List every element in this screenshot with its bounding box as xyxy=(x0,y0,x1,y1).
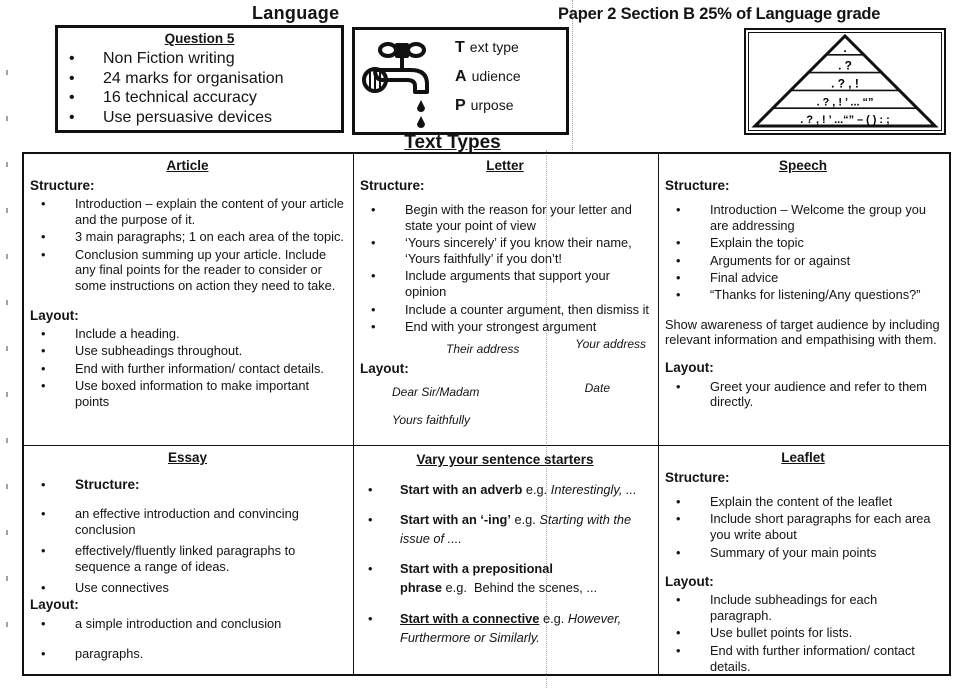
bullet-text: • Greet your audience and refer to them directly. xyxy=(710,378,927,410)
tap-line xyxy=(455,97,521,126)
question5-bullet xyxy=(58,89,341,107)
question5-bullet xyxy=(58,109,341,127)
article-structure-bullet xyxy=(30,196,345,228)
scan-edge-marks xyxy=(6,70,8,630)
leaflet-structure-bullet xyxy=(665,511,941,543)
pyramid-level: . ? xyxy=(838,58,852,73)
starter-example: Behind the scenes, ... xyxy=(474,580,598,596)
leaflet-layout-bullet xyxy=(665,592,941,624)
speech-layout-bullet xyxy=(665,379,941,411)
letter-cell xyxy=(354,154,659,446)
starter-example: Starting with the issue of .... xyxy=(400,511,632,547)
starter-lead: Start with an ‘-ing’ xyxy=(400,511,511,527)
speech-title: Speech xyxy=(778,158,828,173)
starter-item xyxy=(360,559,650,597)
bullet-text: • Include a heading. xyxy=(75,325,180,341)
tap-letter: T xyxy=(455,39,465,56)
scan-crease-line xyxy=(572,0,573,150)
their-address-note: Their address xyxy=(446,341,520,356)
layout-label: Layout: xyxy=(665,360,714,376)
article-structure-bullet xyxy=(30,247,345,295)
essay-structure-bullet xyxy=(30,580,345,596)
eg-label: e.g. xyxy=(525,481,548,497)
starter-item xyxy=(360,510,650,548)
article-layout-bullet xyxy=(30,361,345,377)
tap-letter: P xyxy=(455,97,466,114)
language-heading: Language xyxy=(252,3,340,23)
article-structure-bullet xyxy=(30,229,345,245)
essay-layout-bullet xyxy=(30,616,345,632)
bullet-text: • Introduction – explain the content of your article and the purpose of it. xyxy=(75,195,344,227)
starter-lead: Start with an adverb xyxy=(400,481,523,497)
bullet-text: • Include subheadings for each paragraph. xyxy=(710,592,878,623)
structure-label: Structure: xyxy=(665,177,730,193)
letter-title: Letter xyxy=(486,158,524,173)
sentence-starters-title: Vary your sentence starters xyxy=(416,452,594,467)
bullet-text: • Use subheadings throughout. xyxy=(75,343,243,359)
question5-bullet xyxy=(58,50,341,68)
leaflet-layout-bullet xyxy=(665,643,941,675)
speech-structure-bullet xyxy=(665,287,941,303)
speech-structure-bullet xyxy=(665,253,941,269)
pyramid-level: . ? , ! ’ ...“” – ( ) : ; xyxy=(800,114,890,127)
article-cell xyxy=(24,154,354,446)
scan-crease-line xyxy=(546,150,547,688)
sentence-starters-cell xyxy=(354,446,659,674)
pyramid-level: . ? , ! ’ ... “” xyxy=(816,96,874,109)
your-address-note: Your address xyxy=(575,336,646,351)
letter-layout-sketch xyxy=(360,337,650,433)
leaflet-structure-bullet xyxy=(665,545,941,561)
bullet-text: • Include a counter argument, then dismiss it xyxy=(405,301,649,317)
bullet-text: • Conclusion summing up your article. Include any final points for the reader to consider or some instructions on action they need to take. xyxy=(75,246,336,294)
bullet-text: • End with further information/ contact details. xyxy=(75,360,324,376)
bullet-text: • Arguments for or against xyxy=(710,252,851,268)
speech-structure-bullet xyxy=(665,270,941,286)
essay-structure-bullet xyxy=(30,506,345,538)
bullet-text: • Non Fiction writing xyxy=(103,50,235,67)
leaflet-layout-bullet xyxy=(665,625,941,641)
text-types-table xyxy=(22,152,951,676)
date-note: Date xyxy=(584,380,610,395)
tap-letter: A xyxy=(455,68,467,85)
bullet-text: • Begin with the reason for your letter and state your point of view xyxy=(405,201,632,233)
leaflet-title: Leaflet xyxy=(781,450,825,465)
paper-section-heading: Paper 2 Section B 25% of Language grade xyxy=(558,5,881,23)
letter-structure-bullet xyxy=(360,202,650,234)
speech-audience-note: Show awareness of target audience by including relevant information and empathising with them. xyxy=(665,316,940,348)
letter-structure-bullet xyxy=(360,235,650,267)
eg-label: e.g. xyxy=(514,511,536,527)
tap-line xyxy=(455,68,521,97)
speech-cell xyxy=(659,154,949,446)
structure-label: Structure: xyxy=(360,177,425,193)
letter-structure-bullet xyxy=(360,268,650,300)
essay-structure-label-bullet xyxy=(30,477,345,494)
bullet-text: • Use connectives xyxy=(75,579,169,595)
bullet-text: • Final advice xyxy=(710,269,779,285)
question5-bullet xyxy=(58,70,341,88)
leaflet-structure-bullet xyxy=(665,494,941,510)
speech-structure-bullet xyxy=(665,202,941,234)
bullet-text: • Use boxed information to make important points xyxy=(75,377,310,409)
bullet-text: • Introduction – Welcome the group you are addressing xyxy=(710,201,927,233)
bullet-text: • End with further information/ contact details. xyxy=(710,642,915,674)
essay-cell xyxy=(24,446,354,674)
tap-box xyxy=(352,27,569,135)
punctuation-pyramid-icon xyxy=(749,33,941,130)
tap-word: udience xyxy=(471,68,521,84)
leaflet-cell xyxy=(659,446,949,674)
structure-label: • Structure: xyxy=(75,477,140,493)
salutation-note: Dear Sir/Madam xyxy=(392,384,480,399)
bullet-text: • 3 main paragraphs; 1 on each area of the topic. xyxy=(75,229,344,245)
layout-label: Layout: xyxy=(360,360,409,376)
starter-item xyxy=(360,609,650,647)
eg-label: e.g. xyxy=(542,610,565,626)
tap-word: ext type xyxy=(469,39,519,55)
bullet-text: • “Thanks for listening/Any questions?” xyxy=(710,287,921,303)
bullet-text: • a simple introduction and conclusion xyxy=(75,615,282,631)
structure-label: Structure: xyxy=(30,177,95,193)
question5-box xyxy=(55,25,344,133)
bullet-text: • Use bullet points for lists. xyxy=(710,625,853,641)
tap-acronym xyxy=(455,39,521,126)
structure-label: Structure: xyxy=(665,469,730,485)
tap-icon xyxy=(361,34,453,130)
bullet-text: • 16 technical accuracy xyxy=(103,89,257,106)
bullet-text: • Summary of your main points xyxy=(710,544,877,560)
question5-title: Question 5 xyxy=(164,31,235,46)
starter-lead: Start with a prepositional phrase xyxy=(400,561,553,596)
tap-word: urpose xyxy=(470,97,514,113)
pyramid-level: . xyxy=(843,40,847,55)
starter-example: However, Furthermore or Similarly. xyxy=(400,610,622,645)
bullet-text: • Explain the content of the leaflet xyxy=(710,493,893,509)
tap-line xyxy=(455,39,521,68)
article-title: Article xyxy=(166,158,209,173)
essay-layout-bullet xyxy=(30,646,345,662)
text-types-heading: Text Types xyxy=(404,132,501,153)
bullet-text: • Use persuasive devices xyxy=(103,108,272,126)
layout-label: Layout: xyxy=(30,307,79,323)
starter-item xyxy=(360,480,650,499)
bullet-text: • Include short paragraphs for each area you write about xyxy=(710,511,931,543)
layout-label: Layout: xyxy=(30,597,79,613)
bullet-text: • effectively/fluently linked paragraphs to sequence a range of ideas. xyxy=(75,543,296,575)
bullet-text: • 24 marks for organisation xyxy=(103,69,284,87)
starter-lead: Start with a connective xyxy=(400,610,540,626)
bullet-text: • an effective introduction and convincing conclusion xyxy=(75,506,299,538)
water-drop-icon xyxy=(417,100,425,128)
letter-structure-bullet xyxy=(360,302,650,318)
starter-example: Interestingly, ... xyxy=(550,481,637,497)
bullet-text: • Explain the topic xyxy=(710,235,804,251)
essay-title: Essay xyxy=(167,450,208,465)
pyramid-inner-border xyxy=(748,32,942,131)
essay-structure-bullet xyxy=(30,543,345,575)
bullet-text: • End with your strongest argument xyxy=(405,318,597,334)
bullet-text: • paragraphs. xyxy=(75,646,144,662)
punctuation-pyramid-box xyxy=(744,28,946,135)
pyramid-level: . ? , ! xyxy=(831,76,859,91)
speech-structure-bullet xyxy=(665,235,941,251)
article-layout-bullet xyxy=(30,343,345,359)
bullet-text: • ‘Yours sincerely’ if you know their name, ‘Yours faithfully’ if you don’t! xyxy=(405,235,632,267)
layout-label: Layout: xyxy=(665,573,714,589)
letter-structure-bullet xyxy=(360,319,650,335)
article-layout-bullet xyxy=(30,378,345,410)
signoff-note: Yours faithfully xyxy=(392,412,471,427)
article-layout-bullet xyxy=(30,326,345,342)
bullet-text: • Include arguments that support your opinion xyxy=(405,268,610,300)
eg-label: e.g. xyxy=(445,580,467,596)
